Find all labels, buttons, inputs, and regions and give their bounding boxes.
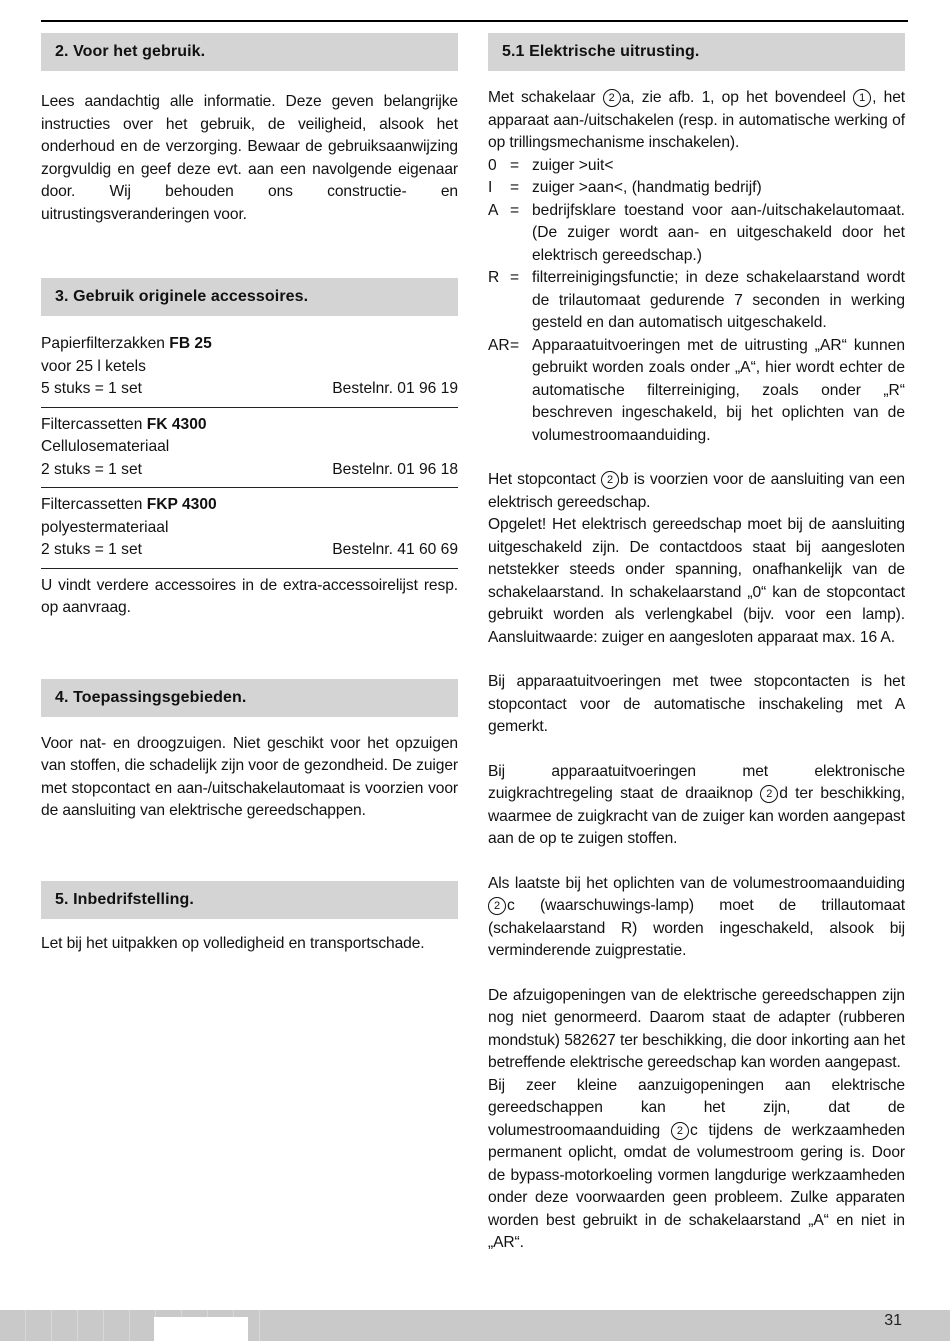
accessory-order-number: Bestelnr. 41 60 69 [332,541,458,558]
accessory-quantity: 2 stuks = 1 set [41,460,142,478]
intro-text: , het apparaat aan-/uitschakelen (resp. in automatische werking of op trillingsmechanisme inschakelen). [488,89,906,151]
socket-paragraph [488,469,905,514]
section-2-heading: 2. Voor het gebruik. [41,33,458,71]
circled-number-2: 2 [601,471,619,489]
small-openings-text: c tijdens de werkzaamheden permanent oplicht, omdat de volumestroom gering is. Door de bypass-motorkoeling vormen langdurige werkzaamheden onder deze voorwaarden geen probleem. Zulke apparaten worden best gebruikt in de schakelaarstand „A“ en niet in „AR“. [488,1121,905,1251]
accessory-quantity: 2 stuks = 1 set [41,541,142,558]
warning-text: c (waarschuwings-lamp) moet de trillautomaat (schakelaarstand R) worden ingeschakeld, alsook bij verminderende zuigprestatie. [488,897,905,959]
accessory-item-fk4300 [41,414,458,482]
section-5-heading: 5. Inbedrifstelling. [41,881,458,919]
accessory-prefix: Filtercassetten [41,415,143,433]
circled-number-2: 2 [671,1122,689,1140]
suction-text: Bij apparaatuitvoeringen met elektronische zuigkrachtregeling staat de draaiknop [488,762,905,802]
equals-sign: = [510,336,520,354]
switch-position [488,335,905,448]
accessory-order-number: Bestelnr. 01 96 18 [332,460,458,478]
footer-marker [154,1317,248,1341]
caution-paragraph: Opgelet! Het elektrisch gereedschap moet bij de aansluiting uitgeschakeld zijn. De contactdoos staat bij aangesloten netstekker steeds onder spanning, onafhankelijk van de schakelaarstand. In schakelaarstand „0“ kan de stopcontact gebruikt worden als verlengkabel (bijv. voor een lamp). Aansluitwaarde: zuiger en aangesloten apparaat max. 16 A. [488,516,905,646]
socket-text: Het stopcontact [488,471,601,488]
circled-number-2: 2 [488,897,506,915]
equals-sign: = [510,156,520,174]
circled-number-2: 2 [603,89,621,107]
socket-text: b is voorzien voor de aansluiting van een elektrisch gereedschap. [488,471,905,511]
switch-key: I [488,179,493,196]
section-4-text: Voor nat- en droogzuigen. Niet geschikt voor het opzuigen van stoffen, die schadelijk zijn voor de gezondheid. De zuiger met stopcontact en aan-/uitschakelautomaat is voorzien voor de aansluiting van elektrische gereedschappen. [41,734,458,819]
intro-text: Met schakelaar [488,89,603,106]
suction-text: d ter beschikking, waarmee de zuigkracht van de zuiger kan worden aangepast aan de op te zuigen stoffen. [488,785,906,847]
switch-positions-list [488,155,905,448]
equals-sign: = [510,179,520,196]
section-2-text: Lees aandachtig alle informatie. Deze geven belangrijke instructies over het gebruik, de veiligheid, alsook het onderhoud en de verzorging. Bewaar de gebruiksaanwijzing zorgvuldig en geef deze evt. aan een navolgende eigenaar door. Wij behouden ons constructie- en uitrustingsveranderingen voor. [41,93,458,223]
page-footer [0,1310,950,1341]
small-openings-text: Bij zeer kleine aanzuigopeningen aan elektrische gereedschappen kan het zijn, dat de volumestroomaanduiding [488,1076,905,1139]
page-number: 31 [884,1312,902,1329]
accessory-description: polyestermateriaal [41,518,169,536]
accessory-description: voor 25 l ketels [41,357,146,375]
circled-number-1: 1 [853,89,871,107]
switch-key: R [488,269,500,286]
accessory-model: FKP 4300 [146,496,217,513]
right-column [488,33,905,1255]
circled-number-2: 2 [760,785,778,803]
section-5-text: Let bij het uitpakken op volledigheid en transportschade. [41,934,425,952]
accessory-order-number: Bestelnr. 01 96 19 [332,380,458,397]
switch-position [488,200,905,268]
equals-sign: = [510,201,520,219]
electrical-intro [488,87,905,155]
divider [41,568,458,569]
accessory-item-fb25 [41,333,458,401]
switch-key: AR [488,336,510,354]
accessory-quantity: 5 stuks = 1 set [41,380,142,397]
top-rule [41,20,908,22]
switch-description: Apparaatuitvoeringen met de uitrusting „AR“ kunnen gebruikt worden zoals onder „A“, hier wordt echter de automatische filterreiniging, zoals onder „R“ beschreven ingeschakeld, bij het oplichten van de volumestroomaanduiding. [532,336,905,444]
accessory-item-fkp4300 [41,494,458,562]
switch-description: zuiger >aan<, (handmatig bedrijf) [532,179,762,196]
switch-position [488,155,905,178]
accessory-description: Cellulosemateriaal [41,438,170,455]
intro-text: a, zie afb. 1, op het bovendeel [621,89,854,106]
accessory-prefix: Papierfilterzakken [41,335,165,352]
switch-key: 0 [488,156,497,174]
adapter-paragraph: De afzuigopeningen van de elektrische gereedschappen zijn nog niet genormeerd. Daarom staat de adapter (rubberen mondstuk) 582627 ter beschikking, die door inkorting aan het betreffende elektrische gereedschap kan worden aangepast. [488,986,905,1071]
accessory-model: FB 25 [169,335,212,352]
switch-description: filterreinigingsfunctie; in deze schakelaarstand wordt de trilautomaat gedurende 7 seconden in werking gesteld en dan automatisch uitgeschakeld. [532,269,905,331]
suction-control-paragraph [488,761,905,851]
switch-key: A [488,201,499,219]
section-5-1-heading: 5.1 Elektrische uitrusting. [488,33,905,71]
switch-position [488,267,905,335]
accessory-prefix: Filtercassetten [41,496,143,513]
section-3-heading: 3. Gebruik originele accessoires. [41,278,458,316]
warning-lamp-paragraph [488,873,905,963]
equals-sign: = [510,269,520,286]
two-sockets-paragraph: Bij apparaatuitvoeringen met twee stopcontacten is het stopcontact voor de automatische inschakeling met A gemerkt. [488,673,905,735]
divider [41,487,458,488]
accessory-model: FK 4300 [146,415,207,433]
left-column [41,33,458,955]
divider [41,407,458,408]
switch-description: bedrijfsklare toestand voor aan-/uitschakelautomaat. (De zuiger wordt aan- en uitgeschakeld door het elektrisch gereedschap.) [532,201,905,264]
accessory-note: U vindt verdere accessoires in de extra-accessoirelijst resp. op aanvraag. [41,576,458,616]
switch-position [488,177,905,200]
small-openings-paragraph [488,1075,905,1255]
section-4-heading: 4. Toepassingsgebieden. [41,679,458,717]
warning-text: Als laatste bij het oplichten van de volumestroomaanduiding [488,874,905,892]
switch-description: zuiger >uit< [532,156,614,174]
